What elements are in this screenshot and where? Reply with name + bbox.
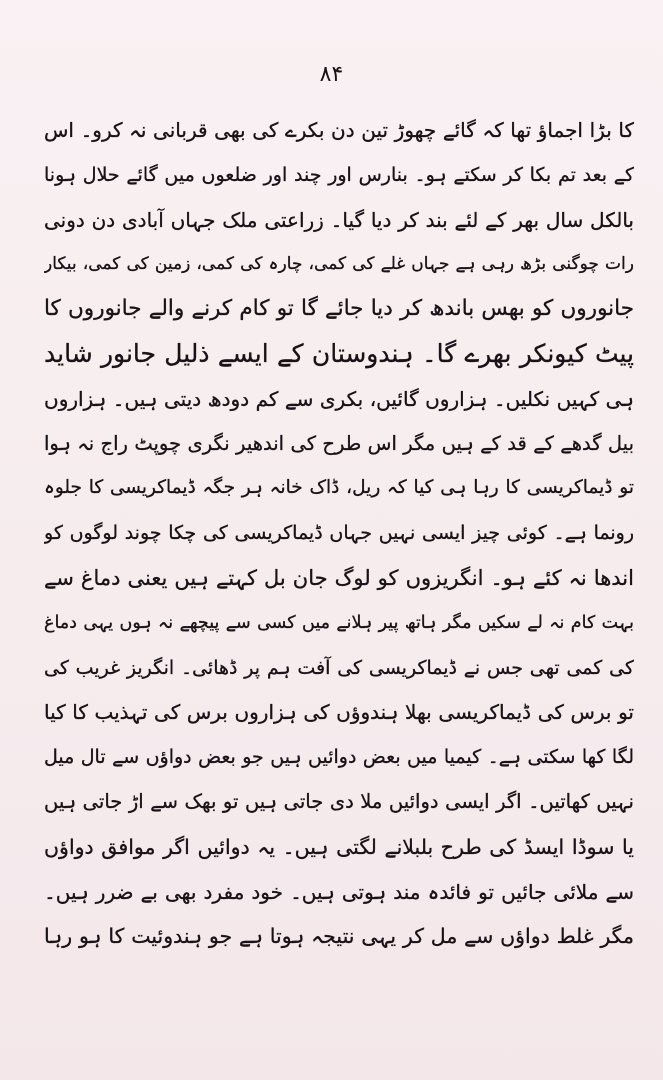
text-line: اندھا نہ کئے ہو۔ انگریزوں کو لوگ جان بل کہتے ہیں یعنی دماغ سے bbox=[44, 565, 634, 590]
text-line: تو ڈیماکریسی کا رہا ہی کیا کہ ریل، ڈاک خانہ ہر جگہ ڈیماکریسی کا جلوہ bbox=[44, 477, 634, 499]
text-line: رونما ہے۔ کوئی چیز ایسی نہیں جہاں ڈیماکریسی کی چکا چوند لوگوں کو bbox=[44, 522, 634, 545]
text-line: بہت کام نہ لے سکیں مگر ہاتھ پیر ہلانے میں کسی سے پیچھے نہ ہوں یہی دماغ bbox=[44, 612, 634, 633]
text-line: کے بعد تم بکا کر سکتے ہو۔ بنارس اور چند اور ضلعوں میں گائے حلال ہونا bbox=[44, 163, 634, 186]
text-line: بیل گدھے کے قد کے ہیں مگر اس طرح کی اندھیر نگری چوپٹ راج نہ ہوا bbox=[44, 431, 634, 455]
text-line: بالکل سال بھر کے لئے بند کر دیا گیا۔ زراعتی ملک جہاں آبادی دن دونی bbox=[44, 207, 634, 232]
text-line: یا سوڈا ایسڈ کی طرح بلبلانے لگتی ہیں۔ یہ دوائیں اگر موافق دواؤں bbox=[44, 834, 634, 859]
text-line: کی کمی تھی جس نے ڈیماکریسی کی آفت ہم پر ڈھائی۔ انگریز غریب کی bbox=[44, 656, 634, 679]
page-body-text bbox=[44, 108, 634, 959]
text-line: جانوروں کو بھس باندھ کر دیا جائے گا تو کام کرنے والے جانوروں کا bbox=[44, 296, 634, 322]
text-line: پیٹ کیونکر بھرے گا۔ ہندوستان کے ایسے ذلیل جانور شاید bbox=[44, 338, 634, 368]
page-number: ۸۴ bbox=[319, 62, 344, 87]
text-line: کا بڑا اجماؤ تھا کہ گائے چھوڑ تین دن بکرے کی بھی قربانی نہ کرو۔ اس bbox=[44, 118, 634, 142]
text-line: تو برس کی ڈیماکریسی بھلا ہندوؤں کی ہزاروں برس کی تہذیب کا کیا bbox=[44, 700, 634, 725]
text-line: نہیں کھاتیں۔ اگر ایسی دوائیں ملا دی جاتی ہیں تو بھک سے اڑ جاتی ہیں bbox=[44, 789, 634, 813]
text-line: رات چوگنی بڑھ رہی ہے جہاں غلے کی کمی، چارہ کی کمی، زمین کی کمی، بیکار bbox=[44, 254, 634, 275]
text-line: لگا کھا سکتی ہے۔ کیمیا میں بعض دوائیں ہیں جو بعض دواؤں سے تال میل bbox=[44, 746, 634, 769]
text-line: سے ملائی جائیں تو فائدہ مند ہوتی ہیں۔ خود مفرد بھی بے ضرر ہیں۔ bbox=[44, 879, 634, 904]
text-line: ہی کہیں نکلیں۔ ہزاروں گائیں، بکری سے کم دودھ دیتی ہیں۔ ہزاروں bbox=[44, 386, 634, 411]
text-line: مگر غلط دواؤں سے مل کر یہی نتیجہ ہوتا ہے جو ہندوئیت کا ہو رہا bbox=[44, 924, 634, 949]
